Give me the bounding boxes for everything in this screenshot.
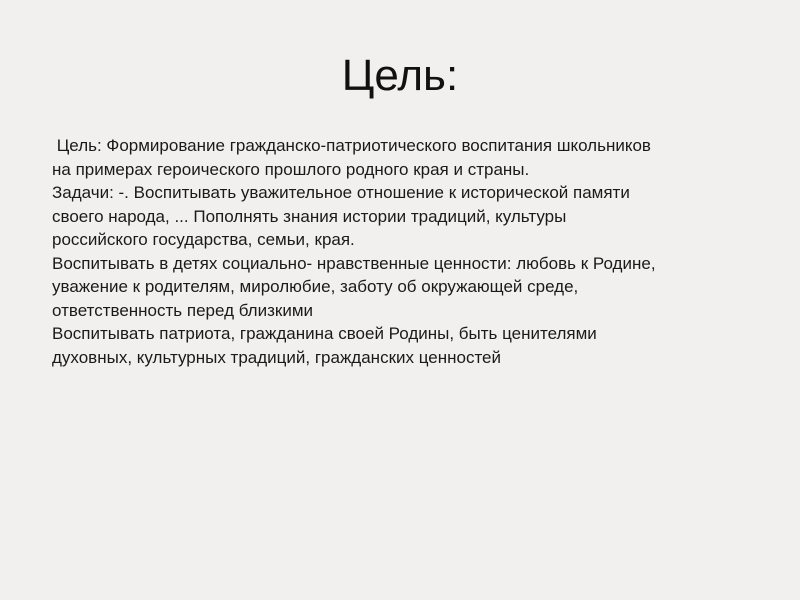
body-line: Воспитывать патриота, гражданина своей Родины, быть ценителями — [52, 324, 597, 343]
body-line-goal: Цель: Формирование гражданско-патриотического воспитания школьников — [52, 136, 651, 155]
slide-body — [52, 134, 782, 369]
body-line-tasks: Задачи: -. Воспитывать уважительное отношение к исторической памяти — [52, 183, 630, 202]
body-line: ответственность перед близкими — [52, 300, 314, 320]
body-line: духовных, культурных традиций, гражданских ценностей — [52, 347, 502, 367]
body-line: Воспитывать в детях социально- нравственные ценности: любовь к Родине, — [52, 253, 656, 273]
body-line: уважение к родителям, миролюбие, заботу об окружающей среде, — [52, 277, 579, 296]
body-line: на примерах героического прошлого родного края и страны. — [52, 159, 530, 179]
body-line: своего народа, ... Пополнять знания истории традиций, культуры — [52, 206, 567, 226]
body-line: российского государства, семьи, края. — [52, 230, 355, 249]
slide-title: Цель: — [341, 51, 459, 100]
